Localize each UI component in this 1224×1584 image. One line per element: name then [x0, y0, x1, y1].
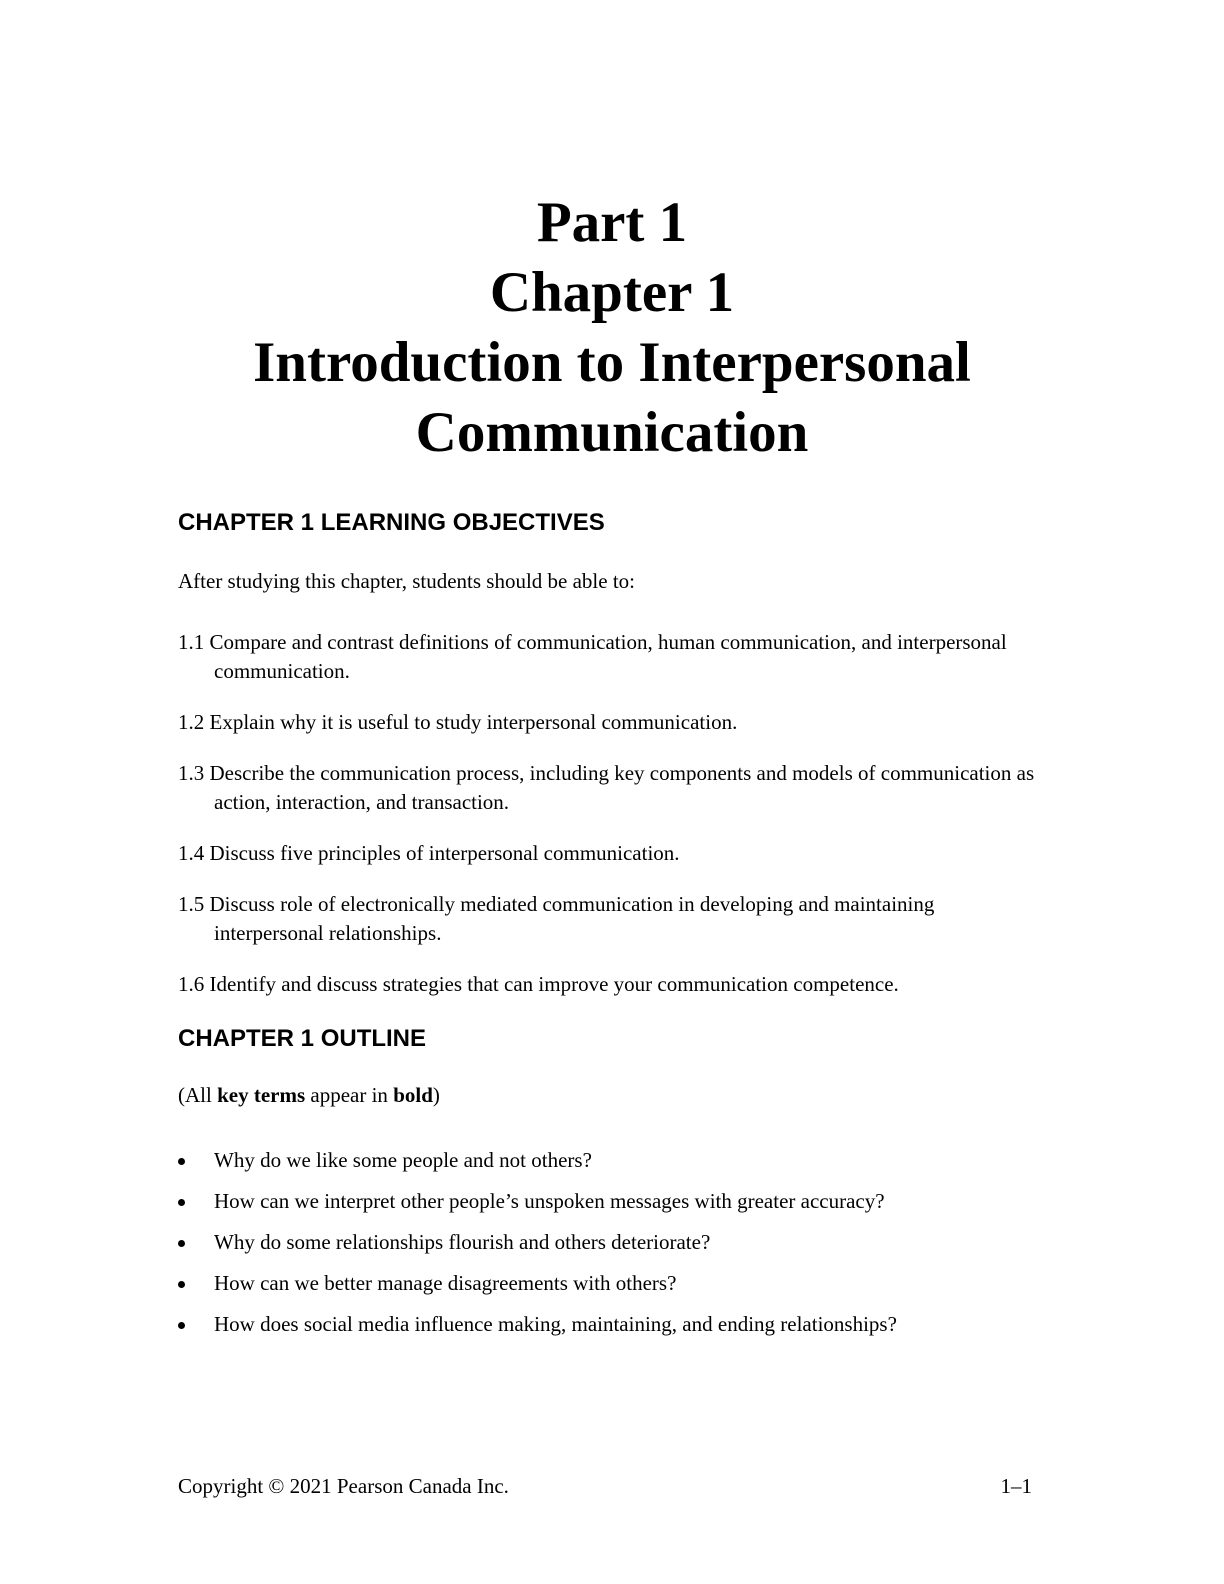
outline-bullet-text: Why do some relationships flourish and others deteriorate? [214, 1230, 711, 1254]
objective-item [178, 708, 1038, 737]
bullet-icon [178, 1158, 185, 1165]
objective-number: 1.1 [178, 630, 205, 654]
outline-note-bold: bold [393, 1083, 433, 1107]
objective-item [178, 970, 1038, 999]
outline-bullet-item [178, 1228, 1038, 1257]
outline-note-open: (All [178, 1083, 218, 1107]
objective-number: 1.3 [178, 761, 205, 785]
part-title: Part 1 [536, 191, 688, 254]
outline-bullet-text: How can we interpret other people’s unspoken messages with greater accuracy? [214, 1189, 885, 1213]
outline-note-key-terms: key terms [217, 1083, 306, 1107]
objective-number: 1.6 [178, 972, 205, 996]
footer-copyright: Copyright © 2021 Pearson Canada Inc. [178, 1474, 509, 1498]
outline-bullet-item [178, 1146, 1038, 1175]
objective-text: Identify and discuss strategies that can improve your communication competence. [209, 972, 899, 996]
objective-item [178, 890, 1038, 948]
objectives-intro: After studying this chapter, students should be able to: [178, 569, 635, 593]
outline-bullet-list [178, 1146, 1038, 1351]
outline-bullet-item [178, 1310, 1038, 1339]
chapter-name-line-1: Introduction to Interpersonal [253, 331, 971, 394]
bullet-icon [178, 1199, 185, 1206]
outline-note-close: ) [432, 1083, 440, 1107]
objective-text: Compare and contrast definitions of communication, human communication, and interpersonal communication. [209, 630, 1007, 683]
objective-number: 1.4 [178, 841, 205, 865]
outline-note [178, 1081, 440, 1110]
outline-heading: CHAPTER 1 OUTLINE [178, 1025, 427, 1052]
objective-item [178, 759, 1038, 817]
objective-number: 1.2 [178, 710, 205, 734]
chapter-title: Chapter 1 [489, 261, 735, 324]
objectives-list [178, 628, 1038, 1021]
bullet-icon [178, 1240, 185, 1247]
outline-note-middle: appear in [305, 1083, 394, 1107]
footer-page-number: 1–1 [1000, 1474, 1032, 1498]
bullet-icon [178, 1322, 185, 1329]
objective-item [178, 839, 1038, 868]
objectives-heading: CHAPTER 1 LEARNING OBJECTIVES [178, 509, 605, 536]
outline-bullet-item [178, 1269, 1038, 1298]
chapter-title-block [0, 188, 1224, 468]
objective-text: Discuss five principles of interpersonal communication. [209, 841, 680, 865]
bullet-icon [178, 1281, 185, 1288]
chapter-name-line-2: Communication [415, 401, 809, 464]
outline-bullet-item [178, 1187, 1038, 1216]
outline-bullet-text: How can we better manage disagreements with others? [214, 1271, 677, 1295]
outline-bullet-text: How does social media influence making, maintaining, and ending relationships? [214, 1312, 897, 1336]
outline-bullet-text: Why do we like some people and not others? [214, 1148, 592, 1172]
objective-item [178, 628, 1038, 686]
objective-text: Describe the communication process, including key components and models of communication as action, interaction, and transaction. [209, 761, 1035, 814]
objective-text: Explain why it is useful to study interpersonal communication. [209, 710, 738, 734]
objective-text: Discuss role of electronically mediated communication in developing and maintaining interpersonal relationships. [209, 892, 935, 945]
objective-number: 1.5 [178, 892, 205, 916]
